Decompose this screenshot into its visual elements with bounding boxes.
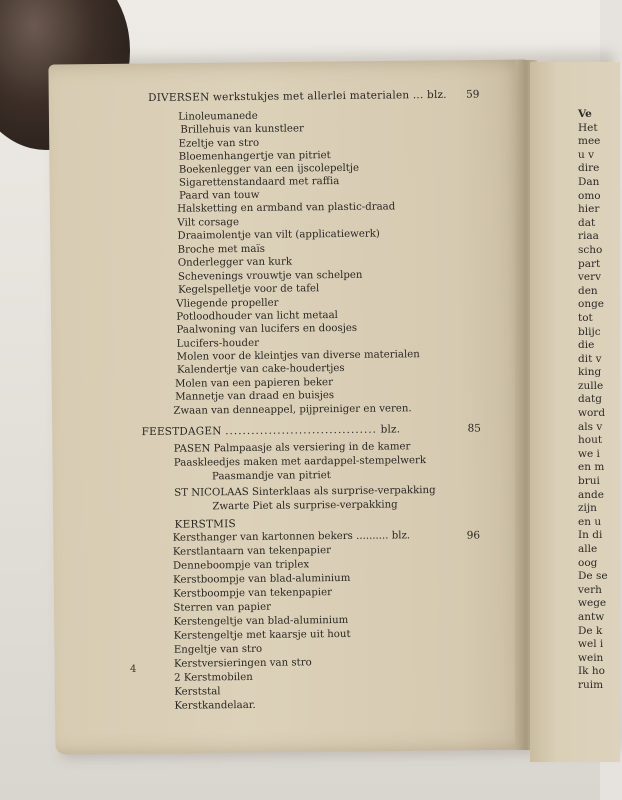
toc-item: Molen voor de kleintjes van diverse materialen [176, 349, 420, 363]
leader-dots: ... [412, 89, 424, 102]
toc-item: Ezeltje van stro [178, 137, 260, 150]
right-line: antw [578, 610, 605, 623]
page-number: 4 [129, 663, 137, 676]
toc-item: Kerstengeltje met kaarsje uit hout [173, 628, 351, 642]
right-line: Ve [578, 108, 592, 120]
right-page-text [578, 108, 618, 693]
right-line: datg [578, 393, 602, 406]
toc-item: Paasmandje van pitriet [211, 470, 331, 483]
right-line: onge [578, 298, 605, 311]
right-line: part [578, 257, 601, 270]
toc-item: Kerstboompje van blad-aluminium [173, 572, 351, 586]
right-line: verh [578, 583, 602, 596]
right-line: wein [578, 651, 604, 664]
right-line: De se [578, 570, 608, 583]
right-line: dat [578, 216, 596, 229]
right-line: verv [578, 271, 602, 284]
toc-item: Lucifers-houder [176, 337, 260, 350]
toc-item: Vliegende propeller [176, 297, 279, 310]
toc-item: Zwarte Piet als surprise-verpakking [212, 499, 398, 513]
toc-item: Onderlegger van kurk [177, 256, 293, 269]
right-line: dire [578, 162, 600, 175]
toc-item: Kerstlantaarn van tekenpapier [172, 545, 332, 558]
right-line: Het [578, 121, 598, 134]
toc-item: Molen van een papieren beker [175, 377, 333, 390]
toc-item: Boekenlegger van een ijscolepeltje [178, 162, 360, 176]
right-line: riaa [578, 230, 599, 243]
blz-label: blz. [391, 530, 411, 542]
right-line: alle [578, 543, 598, 555]
toc-item: Kerstversieringen van stro [173, 657, 312, 670]
right-line: scho [578, 243, 603, 256]
toc-item: Zwaan van denneappel, pijpreiniger en veren. [173, 403, 412, 417]
leader-dots: ................................... [225, 423, 378, 438]
section-heading-kerstmis: KERSTMIS [174, 518, 236, 531]
toc-item: Kerstengeltje van blad-aluminium [173, 614, 349, 628]
right-line: zijn [578, 502, 597, 515]
toc-item: Sterren van papier [173, 601, 272, 614]
right-line: en u [578, 515, 602, 528]
right-line: ande [578, 488, 604, 501]
section-title: FEESTDAGEN [141, 425, 222, 439]
toc-item-text: Kersthanger van kartonnen bekers [172, 530, 353, 544]
section-page-number: 59 [465, 88, 480, 101]
right-line: die [578, 339, 595, 352]
right-line: oog [578, 556, 598, 569]
right-line: brui [578, 475, 600, 488]
toc-item: Paalwoning van lucifers en doosjes [176, 322, 358, 336]
toc-item: 2 Kerstmobilen [174, 671, 253, 684]
right-line: De k [578, 624, 603, 637]
right-line: king [578, 366, 602, 379]
toc-item: Brillehuis van kunstleer [180, 123, 304, 136]
right-line: Ik ho [578, 665, 605, 678]
toc-item: Halsketting en armband van plastic-draad [177, 201, 396, 215]
toc-item: Potloodhouder van licht metaal [176, 310, 338, 323]
right-line: word [578, 407, 606, 420]
toc-item: Kerstkandelaar. [174, 699, 256, 712]
toc-item: Paard van touw [179, 189, 260, 202]
right-line: blijc [578, 325, 601, 338]
right-line: u v [578, 148, 595, 161]
toc-item: Paaskleedjes maken met aardappel-stempelwerk [173, 455, 427, 469]
toc-item: Linoleumanede [178, 110, 258, 123]
toc-item: Broche met maïs [177, 243, 265, 256]
right-line: omo [578, 189, 601, 202]
toc-item: Denneboompje van triplex [172, 559, 310, 572]
right-line: en m [578, 461, 605, 474]
right-line: wel i [578, 638, 604, 651]
right-line: zulle [578, 379, 604, 392]
right-line: In di [578, 529, 603, 542]
toc-item: Kerststal [174, 686, 221, 698]
toc-item: Schevenings vrouwtje van schelpen [177, 269, 363, 283]
toc-item: Draaimolentje van vilt (applicatiewerk) [177, 228, 380, 242]
right-line: dit v [578, 352, 602, 365]
section-page-number: 85 [467, 422, 481, 435]
toc-item: Kerstboompje van tekenpapier [173, 587, 333, 600]
toc-item: Vilt corsage [177, 217, 240, 229]
toc-item: Sigarettenstandaard met raffia [178, 176, 340, 189]
toc-item: Engeltje van stro [173, 643, 263, 656]
right-line: wege [578, 597, 607, 610]
right-line: we i [578, 447, 600, 460]
blz-label: blz. [426, 88, 447, 102]
right-line: ruim [578, 678, 604, 691]
leader-dots: .......... [356, 530, 389, 542]
toc-item: Mannetje van draad en buisjes [175, 390, 335, 403]
toc-item: ST NICOLAAS Sinterklaas als surprise-verpakking [174, 485, 436, 499]
blz-label: blz. [380, 423, 401, 436]
section-title: DIVERSEN werkstukjes met allerlei materialen [148, 89, 410, 104]
toc-item: PASEN Palmpaasje als versiering in de kamer [173, 441, 411, 455]
toc-item: Kegelspelletje voor de tafel [178, 283, 320, 296]
toc-item: Kalendertje van cake-houdertjes [176, 362, 345, 376]
right-line: hout [578, 434, 603, 447]
right-line: Dan [578, 175, 600, 188]
right-line: hier [578, 203, 600, 216]
right-line: den [578, 284, 598, 297]
item-page-number: 96 [466, 529, 481, 542]
right-line: als v [578, 420, 603, 433]
right-line: tot [578, 311, 593, 324]
toc-item: Bloemenhangertje van pitriet [178, 150, 331, 163]
right-line: mee [578, 135, 601, 148]
